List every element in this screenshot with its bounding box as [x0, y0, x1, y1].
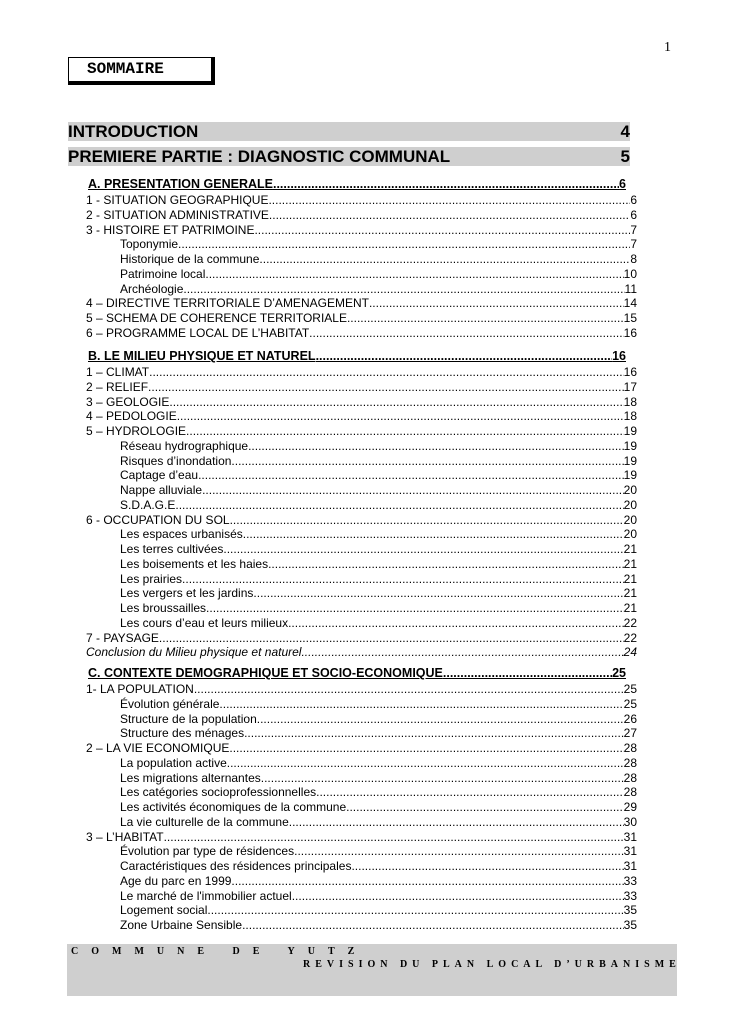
- part-heading-page: 5: [620, 147, 630, 166]
- dot-leader: [243, 527, 624, 541]
- section-heading[interactable]: [88, 177, 626, 191]
- toc-entry-page: 14: [623, 296, 637, 311]
- toc-subentry-page: 25: [623, 696, 637, 711]
- toc-subentry[interactable]: [120, 267, 637, 281]
- toc-entry[interactable]: [86, 296, 637, 310]
- toc-entry-label: 2 – RELIEF: [86, 379, 149, 394]
- dot-leader: [273, 177, 619, 191]
- footer-document-title: REVISION DU PLAN LOCAL D’URBANISME: [303, 959, 681, 970]
- toc-subentry[interactable]: [120, 712, 637, 726]
- toc-subentry-page: 19: [623, 468, 637, 483]
- toc-subentry[interactable]: [120, 800, 637, 814]
- toc-entry-page: 18: [623, 394, 637, 409]
- toc-entry[interactable]: [86, 741, 637, 755]
- toc-entry-label: 3 – L’HABITAT: [86, 829, 164, 844]
- toc-subentry-page: 21: [623, 571, 637, 586]
- toc-subentry[interactable]: [120, 282, 637, 296]
- dot-leader: [269, 208, 630, 222]
- toc-entry-label: 4 – DIRECTIVE TERRITORIALE D’AMENAGEMENT: [86, 296, 369, 311]
- toc-subentry[interactable]: [120, 601, 637, 615]
- section-heading-label: A. PRESENTATION GENERALE: [88, 177, 273, 191]
- toc-entry-label: 1 - SITUATION GEOGRAPHIQUE: [86, 193, 269, 207]
- toc-subentry-label: Réseau hydrographique: [120, 438, 249, 453]
- footer-commune: COMMUNE DE YUTZ: [71, 946, 368, 957]
- toc-subentry[interactable]: [120, 483, 637, 497]
- section-heading-page: 6: [619, 177, 626, 191]
- dot-leader: [316, 349, 613, 363]
- dot-leader: [231, 874, 623, 888]
- toc-entry-label: Conclusion du Milieu physique et naturel: [86, 645, 302, 660]
- dot-leader: [268, 193, 630, 207]
- toc-entry-label: 3 - HISTOIRE ET PATRIMOINE: [86, 222, 255, 237]
- page-number: 1: [664, 40, 671, 55]
- dot-leader: [347, 311, 624, 325]
- toc-subentry[interactable]: [120, 918, 637, 932]
- toc-subentry-page: 20: [623, 483, 637, 497]
- toc-subentry[interactable]: [120, 454, 637, 468]
- toc-entry-page: 20: [623, 512, 637, 527]
- toc-entry-page: 19: [623, 424, 637, 438]
- toc-entry-page: 22: [623, 630, 637, 645]
- toc-subentry-page: 10: [623, 266, 637, 281]
- toc-entry-page: 6: [630, 193, 637, 207]
- toc-subentry[interactable]: [120, 889, 637, 903]
- dot-leader: [179, 498, 624, 512]
- toc-subentry[interactable]: [120, 557, 637, 571]
- dot-leader: [177, 409, 624, 423]
- toc-subentry-label: Historique de la commune: [120, 252, 260, 266]
- toc-subentry-page: 22: [623, 615, 637, 630]
- toc-subentry[interactable]: [120, 903, 637, 917]
- toc-entry[interactable]: [86, 223, 637, 237]
- dot-leader: [257, 712, 624, 726]
- toc-entry[interactable]: [86, 208, 637, 222]
- toc-subentry-label: S.D.A.G.E.: [120, 497, 179, 512]
- toc-subentry-label: La vie culturelle de la commune: [120, 814, 289, 829]
- dot-leader: [169, 395, 623, 409]
- toc-entry[interactable]: [86, 409, 637, 423]
- dot-leader: [202, 483, 624, 497]
- toc-subentry-page: 35: [623, 918, 637, 932]
- part-heading[interactable]: [68, 147, 630, 166]
- toc-entry-page: 31: [623, 829, 637, 844]
- dot-leader: [253, 586, 623, 600]
- toc-subentry-label: Structure des ménages: [120, 726, 245, 741]
- toc-subentry[interactable]: [120, 756, 637, 770]
- dot-leader: [288, 616, 624, 630]
- toc-subentry-page: 28: [623, 770, 637, 785]
- toc-entry-page: 16: [623, 325, 637, 340]
- toc-subentry-label: Évolution par type de résidences: [120, 844, 295, 859]
- section-heading[interactable]: [88, 666, 626, 680]
- section-heading[interactable]: [88, 349, 626, 363]
- toc-subentry[interactable]: [120, 498, 637, 512]
- toc-subentry-label: Les boisements et les haies: [120, 556, 269, 571]
- toc-entry-label: 3 – GEOLOGIE: [86, 394, 170, 409]
- dot-leader: [231, 454, 623, 468]
- toc-subentry-label: Le marché de l'immobilier actuel: [120, 888, 292, 903]
- toc-subentry-label: Caractéristiques des résidences principales: [120, 859, 352, 873]
- dot-leader: [148, 380, 624, 394]
- toc-entry-page: 15: [623, 311, 637, 325]
- dot-leader: [254, 223, 630, 237]
- dot-leader: [198, 468, 624, 482]
- toc-subentry-label: Patrimoine local: [120, 266, 206, 281]
- dot-leader: [164, 830, 624, 844]
- toc-entry-label: 5 – SCHEMA DE COHERENCE TERRITORIALE: [86, 311, 347, 325]
- toc-subentry-label: Nappe alluviale: [120, 483, 203, 497]
- toc-subentry-label: Évolution générale: [120, 696, 220, 711]
- toc-entry-label: 1- LA POPULATION: [86, 682, 194, 696]
- toc-subentry-label: Les catégories socioprofessionnelles: [120, 785, 317, 800]
- toc-subentry[interactable]: [120, 771, 637, 785]
- section-heading-label: B. LE MILIEU PHYSIQUE ET NATUREL: [88, 349, 316, 363]
- toc-subentry-label: Les terres cultivées: [120, 542, 224, 556]
- toc-subentry-page: 19: [623, 438, 637, 453]
- toc-subentry-page: 7: [630, 237, 637, 252]
- toc-subentry-label: Risques d’inondation: [120, 453, 232, 468]
- toc-subentry-page: 20: [623, 527, 637, 542]
- footer: [67, 944, 681, 996]
- toc-entry[interactable]: [86, 193, 637, 207]
- dot-leader: [230, 513, 624, 527]
- toc-entry[interactable]: [86, 830, 637, 844]
- toc-subentry-page: 29: [623, 800, 637, 814]
- toc-subentry[interactable]: [120, 252, 637, 266]
- dot-leader: [207, 903, 623, 917]
- toc-subentry-label: Les activités économiques de la commune: [120, 800, 347, 814]
- toc-subentry-page: 20: [623, 497, 637, 512]
- dot-leader: [351, 859, 623, 873]
- section-heading-label: C. CONTEXTE DEMOGRAPHIQUE ET SOCIO-ECONOMIQUE: [88, 666, 443, 680]
- toc-subentry-label: Les broussailles: [120, 601, 207, 615]
- toc-subentry-page: 28: [623, 785, 637, 800]
- dot-leader: [205, 267, 623, 281]
- toc-subentry-page: 27: [623, 726, 637, 741]
- toc-subentry-label: Captage d’eau: [120, 468, 199, 483]
- toc-subentry-page: 11: [624, 281, 637, 296]
- toc-subentry-page: 31: [623, 859, 637, 873]
- dot-leader: [244, 726, 624, 740]
- toc-entry-label: 2 – LA VIE ECONOMIQUE: [86, 741, 230, 755]
- part-heading-label: INTRODUCTION: [68, 122, 199, 141]
- toc-subentry[interactable]: [120, 874, 637, 888]
- toc-subentry[interactable]: [120, 859, 637, 873]
- dot-leader: [346, 800, 624, 814]
- toc-entry[interactable]: [86, 513, 637, 527]
- toc-entry-label: 5 – HYDROLOGIE: [86, 424, 187, 438]
- toc-subentry[interactable]: [120, 844, 637, 858]
- sommaire-heading: SOMMAIRE: [68, 57, 215, 85]
- toc-subentry[interactable]: [120, 572, 637, 586]
- dot-leader: [194, 682, 624, 696]
- toc-entry-label: 6 – PROGRAMME LOCAL DE L’HABITAT: [86, 325, 310, 340]
- toc-entry-label: 1 – CLIMAT: [86, 365, 150, 379]
- dot-leader: [198, 122, 620, 141]
- toc-subentry[interactable]: [120, 697, 637, 711]
- dot-leader: [261, 771, 624, 785]
- toc-entry[interactable]: [86, 645, 637, 659]
- toc-subentry-page: 21: [623, 586, 637, 601]
- toc-subentry[interactable]: [120, 527, 637, 541]
- dot-leader: [223, 542, 623, 556]
- toc-entry-label: 6 - OCCUPATION DU SOL: [86, 512, 230, 527]
- dot-leader: [159, 631, 624, 645]
- toc-subentry-page: 21: [623, 542, 637, 556]
- toc-subentry[interactable]: [120, 468, 637, 482]
- toc-entry[interactable]: [86, 631, 637, 645]
- dot-leader: [182, 572, 624, 586]
- dot-leader: [316, 785, 624, 799]
- toc-entry-label: 4 – PEDOLOGIE: [86, 409, 177, 424]
- toc-entry[interactable]: [86, 311, 637, 325]
- dot-leader: [301, 645, 623, 659]
- dot-leader: [186, 424, 624, 438]
- toc-subentry-label: Logement social: [120, 903, 208, 918]
- dot-leader: [178, 237, 630, 251]
- dot-leader: [183, 282, 624, 296]
- part-heading[interactable]: [68, 122, 630, 141]
- toc-subentry[interactable]: [120, 542, 637, 556]
- toc-subentry-label: Age du parc en 1999: [120, 873, 232, 888]
- toc-subentry-page: 19: [623, 453, 637, 468]
- part-heading-page: 4: [620, 122, 630, 141]
- toc-subentry[interactable]: [120, 237, 637, 251]
- toc-entry-page: 6: [630, 207, 637, 222]
- dot-leader: [206, 601, 624, 615]
- dot-leader: [229, 741, 623, 755]
- toc-entry-page: 25: [623, 682, 637, 696]
- toc-entry-page: 28: [623, 741, 637, 755]
- toc-entry[interactable]: [86, 380, 637, 394]
- toc-subentry-page: 26: [623, 711, 637, 726]
- toc-subentry-label: Les vergers et les jardins: [120, 586, 254, 601]
- toc-entry[interactable]: [86, 326, 637, 340]
- toc-subentry[interactable]: [120, 586, 637, 600]
- toc-subentry[interactable]: [120, 726, 637, 740]
- toc-entry-page: 17: [623, 379, 637, 394]
- toc-subentry-label: Les prairies: [120, 571, 183, 586]
- toc-subentry-label: Toponymie: [120, 237, 179, 252]
- dot-leader: [450, 147, 620, 166]
- dot-leader: [292, 889, 624, 903]
- dot-leader: [248, 439, 624, 453]
- toc-subentry[interactable]: [120, 785, 637, 799]
- section-heading-page: 16: [612, 349, 626, 363]
- toc-subentry-page: 31: [623, 844, 637, 859]
- dot-leader: [289, 815, 624, 829]
- toc-entry-page: 16: [623, 365, 637, 379]
- dot-leader: [242, 918, 624, 932]
- toc-subentry-page: 28: [623, 755, 637, 770]
- dot-leader: [443, 666, 612, 680]
- toc-subentry-page: 21: [623, 556, 637, 571]
- toc-subentry-label: Les cours d’eau et leurs milieux: [120, 615, 289, 630]
- dot-leader: [219, 697, 623, 711]
- toc-subentry-page: 21: [623, 601, 637, 615]
- toc-subentry-label: Zone Urbaine Sensible: [120, 918, 243, 932]
- toc-entry-page: 18: [623, 409, 637, 424]
- toc-subentry-label: Les migrations alternantes: [120, 770, 261, 785]
- toc-entry-page: 24: [623, 645, 637, 660]
- section-heading-page: 25: [612, 666, 626, 680]
- dot-leader: [259, 252, 630, 266]
- dot-leader: [149, 365, 624, 379]
- dot-leader: [309, 326, 623, 340]
- toc-subentry-label: Structure de la population: [120, 711, 257, 726]
- toc-subentry[interactable]: [120, 815, 637, 829]
- toc-entry-page: 7: [630, 222, 637, 237]
- toc-entry[interactable]: [86, 395, 637, 409]
- toc-subentry[interactable]: [120, 616, 637, 630]
- toc-entry[interactable]: [86, 682, 637, 696]
- toc-subentry-page: 33: [623, 888, 637, 903]
- toc-subentry-label: Archéologie: [120, 281, 184, 296]
- toc-entry[interactable]: [86, 365, 637, 379]
- toc-entry-label: 7 - PAYSAGE: [86, 630, 159, 645]
- toc-subentry-page: 35: [623, 903, 637, 918]
- dot-leader: [369, 296, 624, 310]
- part-heading-label: PREMIERE PARTIE : DIAGNOSTIC COMMUNAL: [68, 147, 451, 166]
- toc-subentry[interactable]: [120, 439, 637, 453]
- toc-subentry-page: 8: [630, 252, 637, 266]
- dot-leader: [294, 844, 624, 858]
- toc-entry-label: 2 - SITUATION ADMINISTRATIVE: [86, 207, 269, 222]
- dot-leader: [227, 756, 624, 770]
- toc-subentry-page: 30: [623, 814, 637, 829]
- dot-leader: [268, 557, 624, 571]
- toc-entry[interactable]: [86, 424, 637, 438]
- toc-subentry-label: Les espaces urbanisés: [120, 527, 243, 542]
- toc-subentry-label: La population active: [120, 755, 227, 770]
- toc-subentry-page: 33: [623, 873, 637, 888]
